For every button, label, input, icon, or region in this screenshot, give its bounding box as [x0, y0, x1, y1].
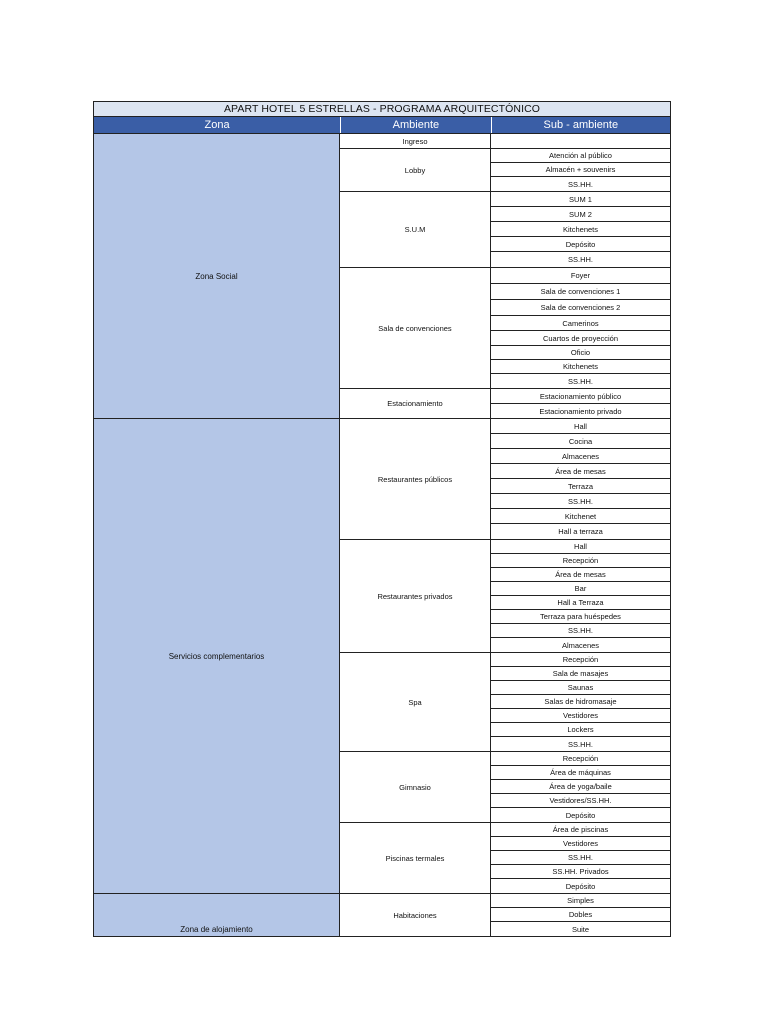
ambiente-block — [340, 268, 670, 389]
header-row — [93, 116, 671, 134]
sub-ambiente-cell: SS.HH. Privados — [491, 865, 670, 879]
sub-ambiente-cell: SS.HH. — [491, 851, 670, 865]
sub-ambiente-cell: Recepción — [491, 554, 670, 568]
ambiente-block — [340, 894, 670, 936]
sub-ambiente-cell: Foyer — [491, 268, 670, 284]
sub-ambiente-cell: Kitchenets — [491, 222, 670, 237]
table-body — [93, 134, 671, 937]
sub-ambiente-cell: Almacén + souvenirs — [491, 163, 670, 177]
sub-ambiente-cell: Saunas — [491, 681, 670, 695]
ambiente-cell: Lobby — [340, 149, 491, 191]
ambiente-cell: Spa — [340, 653, 491, 751]
sub-ambiente-cell: Simples — [491, 894, 670, 908]
ambiente-block — [340, 192, 670, 268]
sub-ambiente-cell: SS.HH. — [491, 624, 670, 638]
ambiente-block — [340, 540, 670, 653]
zone-cell: Zona de alojamiento — [94, 894, 340, 936]
ambiente-block — [340, 149, 670, 192]
sub-ambiente-cell: Hall a Terraza — [491, 596, 670, 610]
sub-ambiente-cell: SS.HH. — [491, 494, 670, 509]
sub-ambiente-cell: Lockers — [491, 723, 670, 737]
sub-ambiente-cell: SS.HH. — [491, 177, 670, 191]
ambiente-block — [340, 752, 670, 823]
ambiente-block — [340, 653, 670, 752]
sub-ambiente-cell: Estacionamiento público — [491, 389, 670, 404]
sub-ambiente-cell — [491, 134, 670, 148]
sub-ambiente-cell: Suite — [491, 922, 670, 936]
sub-ambiente-cell: SUM 2 — [491, 207, 670, 222]
sub-ambiente-cell: Terraza — [491, 479, 670, 494]
sub-ambiente-cell: Hall — [491, 540, 670, 554]
sub-ambiente-cell: Área de máquinas — [491, 766, 670, 780]
sub-ambiente-cell: Sala de masajes — [491, 667, 670, 681]
ambiente-cell: Restaurantes privados — [340, 540, 491, 652]
sub-ambiente-cell: Hall — [491, 419, 670, 434]
sub-ambiente-cell: Almacenes — [491, 638, 670, 652]
table-title: APART HOTEL 5 ESTRELLAS - PROGRAMA ARQUITECTÓNICO — [93, 101, 671, 116]
sub-ambiente-cell: Kitchenet — [491, 509, 670, 524]
zone-block — [93, 894, 671, 937]
sub-ambiente-cell: Depósito — [491, 808, 670, 822]
sub-ambiente-cell: Sala de convenciones 1 — [491, 284, 670, 300]
header-sub-ambiente: Sub - ambiente — [543, 119, 619, 131]
ambiente-cell: Gimnasio — [340, 752, 491, 822]
sub-ambiente-cell: SS.HH. — [491, 374, 670, 388]
sub-ambiente-cell: Terraza para huéspedes — [491, 610, 670, 624]
ambiente-cell: Piscinas termales — [340, 823, 491, 893]
sub-ambiente-cell: Recepción — [491, 752, 670, 766]
ambiente-block — [340, 823, 670, 893]
ambiente-block — [340, 419, 670, 540]
sub-ambiente-cell: Atención al público — [491, 149, 670, 163]
ambiente-cell: S.U.M — [340, 192, 491, 267]
ambiente-block — [340, 389, 670, 418]
sub-ambiente-cell: Almacenes — [491, 449, 670, 464]
program-table — [93, 101, 671, 937]
sub-ambiente-cell: Recepción — [491, 653, 670, 667]
sub-ambiente-cell: Oficio — [491, 346, 670, 360]
sub-ambiente-cell: Vestidores — [491, 837, 670, 851]
sub-ambiente-cell: Depósito — [491, 879, 670, 893]
ambiente-cell: Ingreso — [340, 134, 491, 148]
sub-ambiente-cell: Bar — [491, 582, 670, 596]
sub-ambiente-cell: Dobles — [491, 908, 670, 922]
ambiente-cell: Restaurantes públicos — [340, 419, 491, 539]
zone-cell: Zona Social — [94, 134, 340, 418]
sub-ambiente-cell: Depósito — [491, 237, 670, 252]
sub-ambiente-cell: Vestidores/SS.HH. — [491, 794, 670, 808]
zone-cell: Servicios complementarios — [94, 419, 340, 893]
sub-ambiente-cell: Área de mesas — [491, 568, 670, 582]
sub-ambiente-cell: Sala de convenciones 2 — [491, 300, 670, 316]
sub-ambiente-cell: SS.HH. — [491, 252, 670, 267]
sub-ambiente-cell: Área de yoga/baile — [491, 780, 670, 794]
ambiente-cell: Habitaciones — [340, 894, 491, 936]
sub-ambiente-cell: Cocina — [491, 434, 670, 449]
sub-ambiente-cell: Cuartos de proyección — [491, 331, 670, 346]
header-ambiente: Ambiente — [341, 117, 491, 133]
sub-ambiente-cell: Área de piscinas — [491, 823, 670, 837]
zone-block — [93, 419, 671, 894]
sub-ambiente-cell: SS.HH. — [491, 737, 670, 751]
header-zona: Zona — [94, 117, 341, 133]
sub-ambiente-cell: Vestidores — [491, 709, 670, 723]
ambiente-block — [340, 134, 670, 149]
ambiente-cell: Estacionamiento — [340, 389, 491, 418]
sub-ambiente-cell: Área de mesas — [491, 464, 670, 479]
zone-block — [93, 134, 671, 419]
ambiente-cell: Sala de convenciones — [340, 268, 491, 388]
sub-ambiente-cell: Salas de hidromasaje — [491, 695, 670, 709]
sub-ambiente-cell: Estacionamiento privado — [491, 404, 670, 418]
sub-ambiente-cell: SUM 1 — [491, 192, 670, 207]
sub-ambiente-cell: Camerinos — [491, 316, 670, 331]
sub-ambiente-cell: Hall a terraza — [491, 524, 670, 539]
sub-ambiente-cell: Kitchenets — [491, 360, 670, 374]
